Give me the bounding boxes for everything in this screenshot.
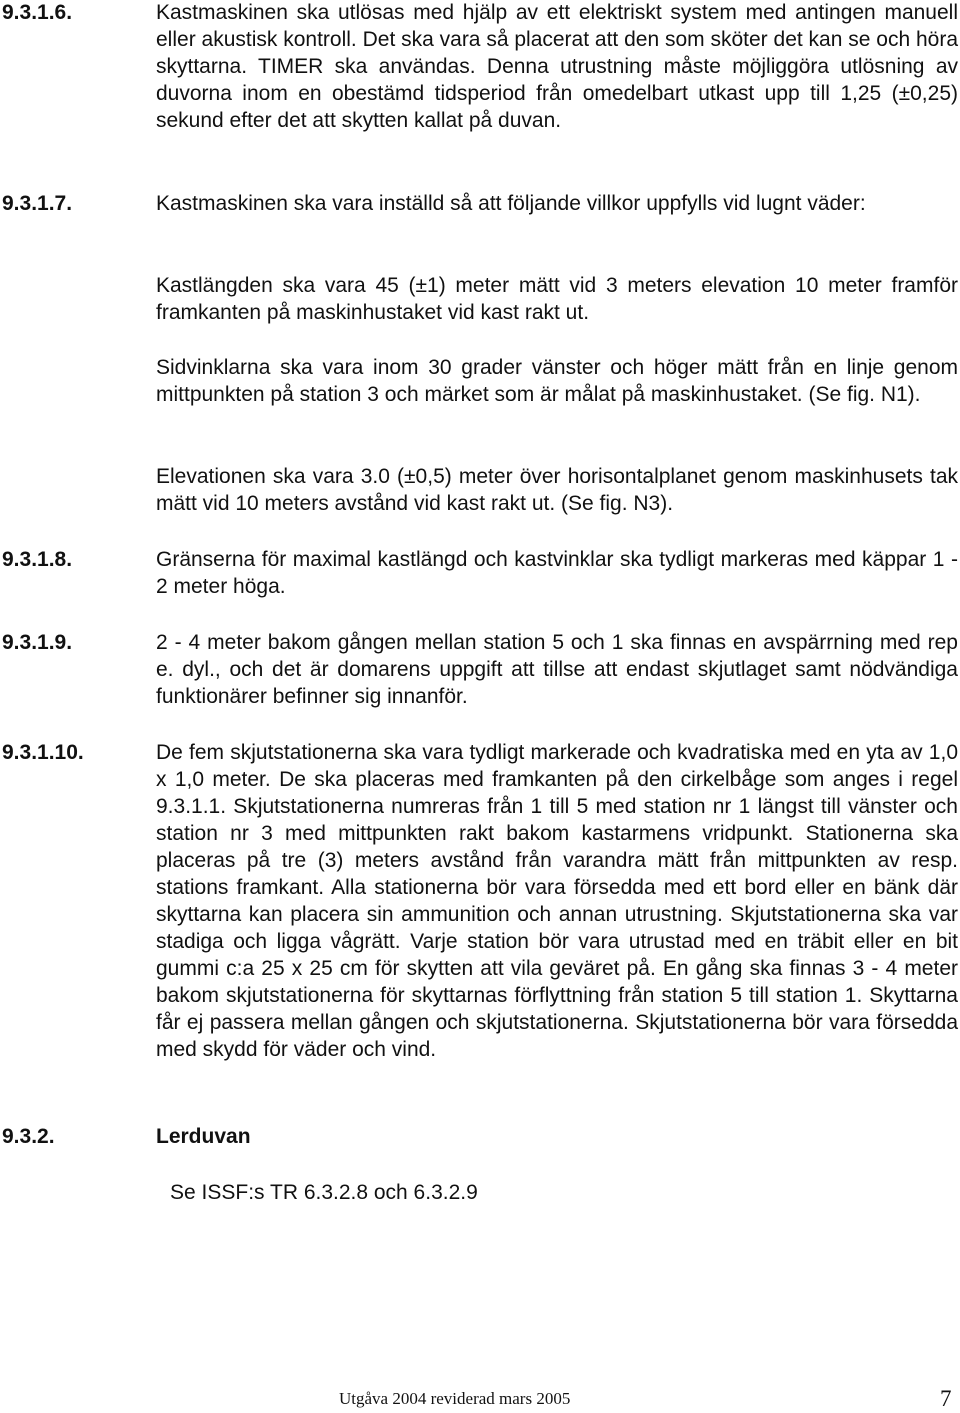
section-number: 9.3.1.6. xyxy=(2,1,73,24)
section-heading: Lerduvan xyxy=(156,1125,251,1148)
paragraph: Gränserna för maximal kastlängd och kastvinklar ska tydligt markeras med käppar 1 - 2 meter höga. xyxy=(156,548,958,598)
section-body xyxy=(156,272,958,326)
section-body xyxy=(156,0,958,134)
section-number: 9.3.1.7. xyxy=(2,192,73,215)
section-number: 9.3.1.8. xyxy=(2,548,73,571)
section-body xyxy=(170,1179,960,1206)
paragraph: Kastlängden ska vara 45 (±1) meter mätt vid 3 meters elevation 10 meter framför framkanten på maskinhustaket vid kast rakt ut. xyxy=(156,274,958,324)
paragraph: De fem skjutstationerna ska vara tydligt markerade och kvadratiska med en yta av 1,0 x 1,0 meter. De ska placeras med framkanten på den cirkelbåge som anges i regel 9.3.1.1. Skjutstationerna numreras från 1 till 5 med station nr 1 längst till vänster och station nr 3 med mittpunkten rakt bakom kastarmens vridpunkt. Stationerna ska placeras på tre (3) meters avstånd från varandra mätt från mittpunkten av resp. stations framkant. Alla stationerna bör vara försedda med ett bord eller en bänk där skyttarna kan placera sin ammunition och annan utrustning. Skjutstationerna ska var stadiga och ligga vågrätt. Varje station bör vara utrustad med en träbit eller en bit gummi c:a 25 x 25 cm för skytten att vila geväret på. En gång ska finnas 3 - 4 meter bakom skjutstationerna för skyttarnas förflyttning från station 5 till station 1. Skyttarna får ej passera mellan gången och skjutstationerna. Skjutstationerna bör vara försedda med skydd för väder och vind. xyxy=(156,741,958,1061)
section-body xyxy=(156,354,958,408)
section-body xyxy=(156,190,958,217)
section-number: 9.3.2. xyxy=(2,1125,55,1148)
section-body xyxy=(156,629,958,710)
page-number: 7 xyxy=(940,1386,952,1411)
section-body xyxy=(156,463,958,517)
paragraph: Sidvinklarna ska vara inom 30 grader vänster och höger mätt från en linje genom mittpunkten på station 3 och märket som är målat på maskinhustaket. (Se fig. N1). xyxy=(156,356,958,406)
footer-edition: Utgåva 2004 reviderad mars 2005 xyxy=(339,1389,571,1408)
section-body xyxy=(156,739,958,1063)
section-number: 9.3.1.10. xyxy=(2,741,84,764)
paragraph: Kastmaskinen ska vara inställd så att följande villkor uppfylls vid lugnt väder: xyxy=(156,192,866,215)
paragraph: Kastmaskinen ska utlösas med hjälp av ett elektriskt system med antingen manuell eller akustisk kontroll. Det ska vara så placerat att den som sköter det kan se och höra skyttarna. TIMER ska användas. Denna utrustning måste möjliggöra utlösning av duvorna inom en obestämd tidsperiod från omedelbart utkast upp till 1,25 (±0,25) sekund efter det att skytten kallat på duvan. xyxy=(156,1,958,132)
section-body xyxy=(156,546,958,600)
paragraph: Elevationen ska vara 3.0 (±0,5) meter över horisontalplanet genom maskinhusets tak mätt vid 10 meters avstånd vid kast rakt ut. (Se fig. N3). xyxy=(156,465,958,515)
reference-text: Se ISSF:s TR 6.3.2.8 och 6.3.2.9 xyxy=(170,1181,478,1204)
section-body xyxy=(156,1123,958,1150)
paragraph: 2 - 4 meter bakom gången mellan station 5 och 1 ska finnas en avspärrning med rep e. dyl., och det är domarens uppgift att tillse att endast skjutlaget samt nödvändiga funktionärer befinner sig innanför. xyxy=(156,631,958,708)
section-number: 9.3.1.9. xyxy=(2,631,73,654)
